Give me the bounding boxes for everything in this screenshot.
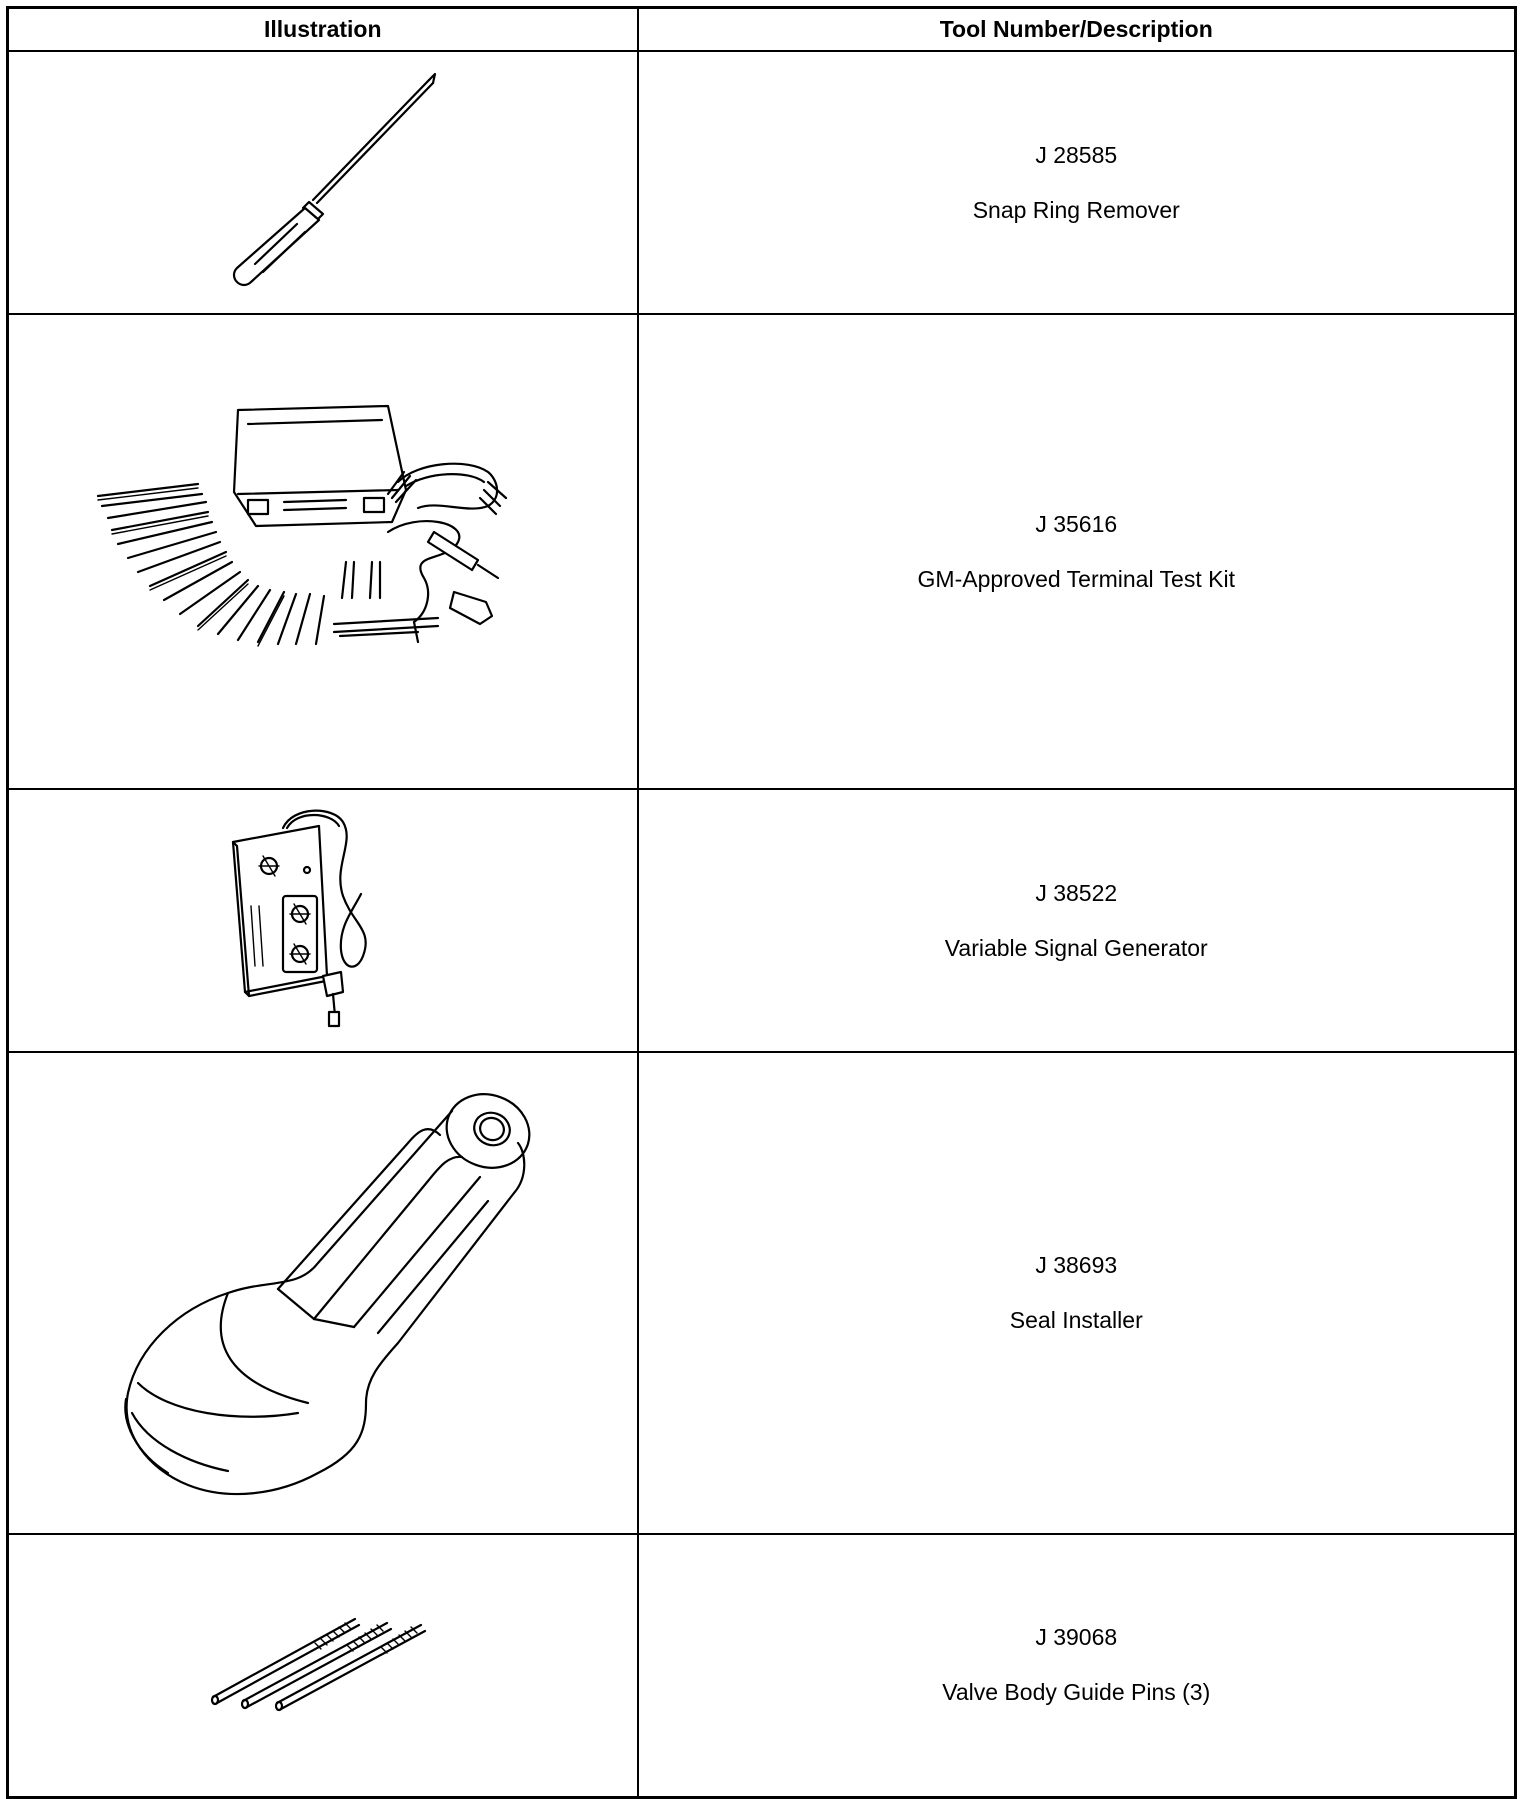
tool-number: J 39068 xyxy=(1035,1624,1118,1651)
tool-number: J 38522 xyxy=(1035,879,1118,906)
description-cell xyxy=(638,1052,1516,1534)
illustration-cell xyxy=(8,314,638,789)
header-illustration: Illustration xyxy=(8,8,638,52)
seal-installer-illustration xyxy=(108,1083,538,1503)
snap-ring-remover-illustration xyxy=(193,68,453,298)
tool-description: Variable Signal Generator xyxy=(944,934,1208,961)
terminal-test-kit-illustration xyxy=(88,402,558,702)
header-row xyxy=(8,8,1516,52)
tool-description: Snap Ring Remover xyxy=(972,196,1180,223)
table-row xyxy=(8,51,1516,314)
description-cell xyxy=(638,789,1516,1052)
tool-description: Valve Body Guide Pins (3) xyxy=(942,1679,1211,1706)
tool-number: J 35616 xyxy=(1035,510,1118,537)
description-cell xyxy=(638,51,1516,314)
table-row xyxy=(8,1534,1516,1797)
tool-number: J 38693 xyxy=(1035,1252,1118,1278)
table-row xyxy=(8,789,1516,1052)
tool-description: Seal Installer xyxy=(1009,1307,1143,1333)
table-row xyxy=(8,1052,1516,1534)
valve-body-guide-pins-illustration xyxy=(203,1605,443,1725)
illustration-cell xyxy=(8,789,638,1052)
illustration-cell xyxy=(8,1052,638,1534)
illustration-cell xyxy=(8,1534,638,1797)
description-cell xyxy=(638,1534,1516,1797)
tool-description: GM-Approved Terminal Test Kit xyxy=(917,565,1235,592)
variable-signal-generator-illustration xyxy=(223,806,423,1036)
header-tool-description: Tool Number/Description xyxy=(638,8,1516,52)
illustration-cell xyxy=(8,51,638,314)
table-row xyxy=(8,314,1516,789)
tool-number: J 28585 xyxy=(1035,141,1118,168)
description-cell xyxy=(638,314,1516,789)
tool-table xyxy=(6,6,1517,1799)
